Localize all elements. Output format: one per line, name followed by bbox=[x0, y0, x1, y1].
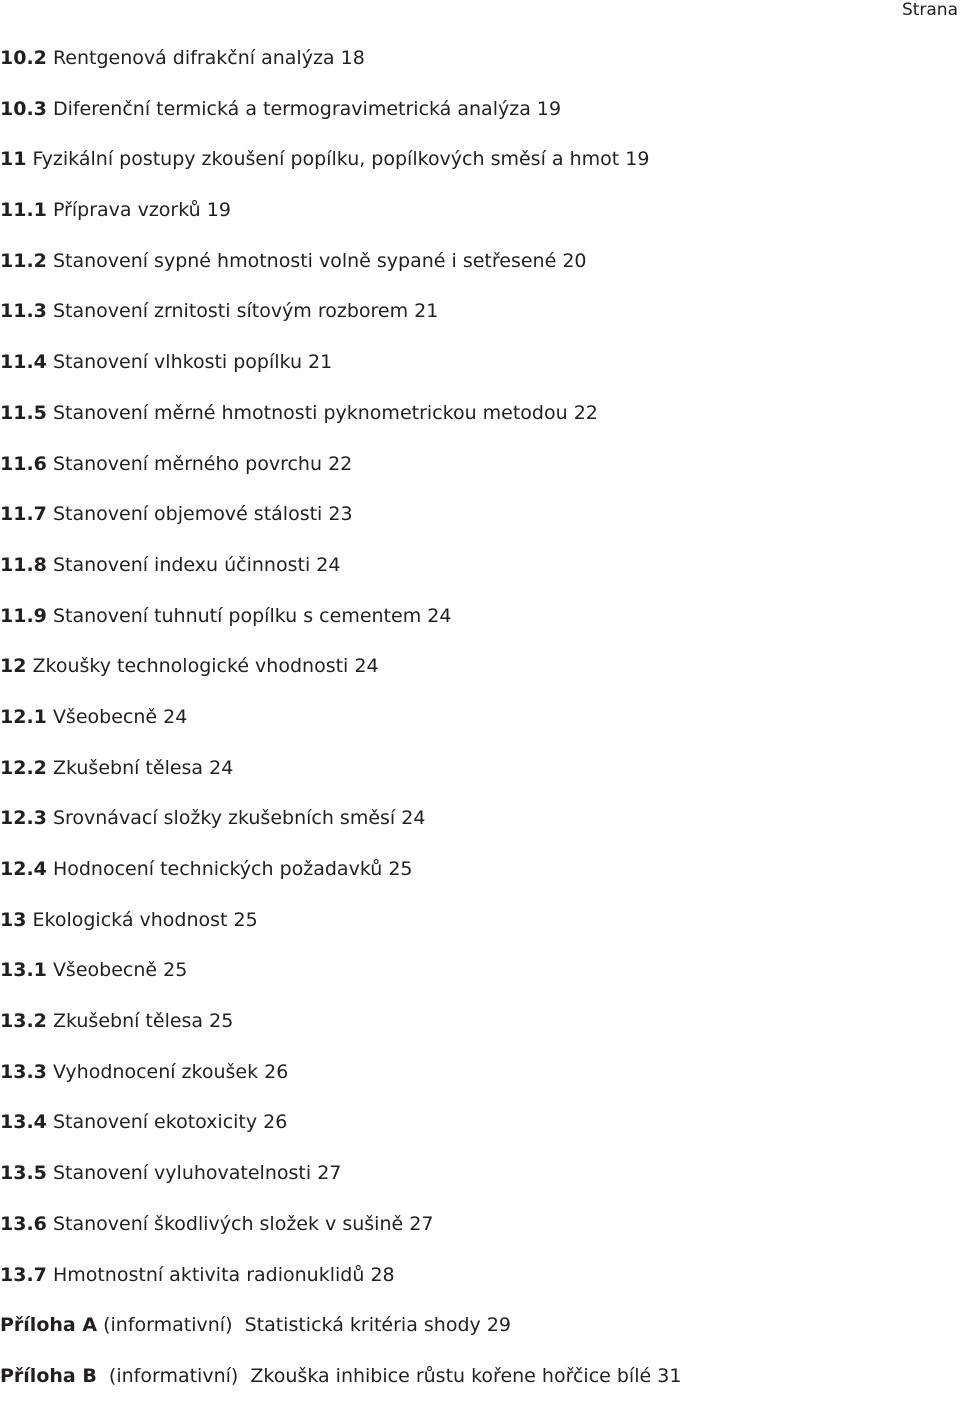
toc-entry-title: Statistická kritéria shody bbox=[244, 1314, 481, 1337]
toc-entry-title: Stanovení vlhkosti popílku bbox=[52, 351, 302, 374]
toc-entry-page: 20 bbox=[562, 249, 587, 272]
toc-entry-title: Zkušební tělesa bbox=[52, 1010, 204, 1033]
toc-entry-number: 11.5 bbox=[0, 401, 47, 424]
toc-entry-page: 28 bbox=[370, 1263, 395, 1286]
toc-entry-number: 11.9 bbox=[0, 604, 47, 627]
toc-entry[interactable] bbox=[0, 1007, 958, 1058]
toc-entry[interactable] bbox=[0, 906, 958, 957]
toc-entry[interactable] bbox=[0, 1159, 958, 1210]
toc-entry[interactable] bbox=[0, 956, 958, 1007]
toc-entry-annex-a[interactable] bbox=[0, 1311, 958, 1362]
toc-entry-title: Stanovení měrného povrchu bbox=[52, 452, 323, 475]
toc-entry-title: Stanovení vyluhovatelnosti bbox=[52, 1162, 312, 1185]
toc-entry-number: 11 bbox=[0, 148, 27, 171]
toc-entry-number: 11.6 bbox=[0, 452, 47, 475]
toc-entry-number: 11.1 bbox=[0, 199, 47, 222]
toc-entry-page: 29 bbox=[486, 1314, 511, 1337]
toc-entry-title: Ekologická vhodnost bbox=[32, 908, 228, 931]
toc-entry[interactable] bbox=[0, 652, 958, 703]
toc-entry-page: 27 bbox=[409, 1212, 434, 1235]
toc-entry-page: 25 bbox=[209, 1010, 234, 1033]
toc-entry[interactable] bbox=[0, 399, 958, 450]
toc-entry-page: 24 bbox=[354, 655, 379, 678]
toc-entry-page: 25 bbox=[388, 858, 413, 880]
toc-entry-title: Rentgenová difrakční analýza bbox=[52, 47, 335, 69]
toc-entry-number: 13.3 bbox=[0, 1060, 47, 1083]
toc-entry[interactable] bbox=[0, 95, 958, 146]
toc-entry[interactable] bbox=[0, 551, 958, 602]
toc-entry-title: Stanovení ekotoxicity bbox=[52, 1111, 258, 1134]
toc-entry-title: Stanovení zrnitosti sítovým rozborem bbox=[52, 300, 409, 323]
table-of-contents bbox=[0, 44, 958, 1413]
toc-entry-title: Stanovení indexu účinnosti bbox=[52, 553, 311, 576]
toc-entry[interactable] bbox=[0, 247, 958, 298]
toc-entry[interactable] bbox=[0, 196, 958, 247]
toc-entry-number: 13.6 bbox=[0, 1212, 47, 1235]
toc-entry-page: 22 bbox=[573, 401, 598, 424]
toc-entry-title: Stanovení škodlivých složek v sušině bbox=[52, 1212, 404, 1235]
toc-entry-number: 12.4 bbox=[0, 858, 47, 880]
toc-entry[interactable] bbox=[0, 703, 958, 754]
toc-entry[interactable] bbox=[0, 754, 958, 805]
toc-entry-page: 23 bbox=[328, 503, 353, 526]
toc-entry-number: 12.3 bbox=[0, 807, 47, 830]
toc-entry-title: Stanovení objemové stálosti bbox=[52, 503, 323, 526]
toc-entry-page: 22 bbox=[328, 452, 353, 475]
toc-entry[interactable] bbox=[0, 1261, 958, 1312]
toc-entry-title: Hodnocení technických požadavků bbox=[52, 858, 383, 880]
toc-entry[interactable] bbox=[0, 297, 958, 348]
toc-entry[interactable] bbox=[0, 145, 958, 196]
toc-entry-number: 11.3 bbox=[0, 300, 47, 323]
toc-entry-number: 11.4 bbox=[0, 351, 47, 374]
toc-entry-page: 25 bbox=[233, 908, 258, 931]
toc-entry-title: Zkušební tělesa bbox=[52, 756, 204, 779]
toc-entry-number: 11.7 bbox=[0, 503, 47, 526]
toc-entry-page: 27 bbox=[317, 1162, 342, 1185]
toc-entry-annex-b[interactable] bbox=[0, 1362, 958, 1413]
toc-entry-number: 11.8 bbox=[0, 553, 47, 576]
toc-entry-page: 19 bbox=[536, 97, 562, 120]
toc-entry-title: Vyhodnocení zkoušek bbox=[52, 1060, 259, 1083]
toc-entry-page: 25 bbox=[163, 959, 188, 982]
toc-entry[interactable] bbox=[0, 44, 958, 95]
toc-entry-page: 18 bbox=[340, 47, 365, 69]
toc-entry-title: Zkouška inhibice růstu kořene hořčice bílé bbox=[250, 1364, 652, 1387]
toc-entry[interactable] bbox=[0, 348, 958, 399]
toc-entry-title: Hmotnostní aktivita radionuklidů bbox=[52, 1263, 365, 1286]
toc-entry-number: 12.1 bbox=[0, 705, 47, 728]
page-column-label: Strana bbox=[901, 0, 958, 20]
toc-entry-page: 19 bbox=[206, 199, 231, 222]
toc-entry-number: 10.2 bbox=[0, 47, 47, 69]
toc-entry-page: 19 bbox=[625, 148, 650, 171]
toc-entry-page: 21 bbox=[414, 300, 439, 323]
toc-entry-number: 11.2 bbox=[0, 249, 47, 272]
toc-entry-number: 13.5 bbox=[0, 1162, 47, 1185]
toc-entry-page: 21 bbox=[308, 351, 333, 374]
toc-entry-title: Stanovení tuhnutí popílku s cementem bbox=[52, 604, 422, 627]
toc-entry-number: Příloha B bbox=[0, 1364, 97, 1387]
toc-entry-number: 13.1 bbox=[0, 959, 47, 982]
toc-entry-page: 24 bbox=[163, 705, 188, 728]
toc-entry-number: 10.3 bbox=[0, 97, 47, 120]
toc-entry-page: 24 bbox=[427, 604, 452, 627]
toc-entry-page: 24 bbox=[401, 807, 426, 830]
toc-entry[interactable] bbox=[0, 804, 958, 855]
toc-entry-title: Všeobecně bbox=[52, 705, 158, 728]
toc-entry-title: Stanovení sypné hmotnosti volně sypané i setřesené bbox=[52, 249, 557, 272]
toc-entry[interactable] bbox=[0, 500, 958, 551]
toc-entry-page: 24 bbox=[209, 756, 234, 779]
toc-entry[interactable] bbox=[0, 450, 958, 501]
toc-entry-title: Příprava vzorků bbox=[52, 199, 201, 222]
toc-entry[interactable] bbox=[0, 1108, 958, 1159]
toc-entry[interactable] bbox=[0, 1058, 958, 1109]
toc-entry-title: Stanovení měrné hmotnosti pyknometrickou metodou bbox=[52, 401, 568, 424]
toc-entry-number: 13 bbox=[0, 908, 27, 931]
toc-entry-number: 13.7 bbox=[0, 1263, 47, 1286]
toc-entry-number: Příloha A bbox=[0, 1314, 98, 1337]
toc-entry-page: 26 bbox=[264, 1060, 289, 1083]
toc-entry-number: 12 bbox=[0, 655, 27, 678]
toc-entry-page: 26 bbox=[263, 1111, 288, 1134]
toc-entry-title: Zkoušky technologické vhodnosti bbox=[32, 655, 349, 678]
toc-entry-number: 13.2 bbox=[0, 1010, 47, 1033]
toc-entry-note: (informativní) bbox=[103, 1314, 233, 1337]
toc-entry-number: 12.2 bbox=[0, 756, 47, 779]
toc-entry-page: 31 bbox=[657, 1364, 682, 1387]
toc-entry-title: Diferenční termická a termogravimetrická analýza bbox=[52, 97, 531, 120]
toc-entry-page: 24 bbox=[316, 553, 341, 576]
toc-entry-number: 13.4 bbox=[0, 1111, 47, 1134]
toc-entry-title: Fyzikální postupy zkoušení popílku, popílkových směsí a hmot bbox=[32, 148, 620, 171]
toc-entry-title: Srovnávací složky zkušebních směsí bbox=[52, 807, 396, 830]
toc-entry[interactable] bbox=[0, 1210, 958, 1261]
toc-entry-title: Všeobecně bbox=[52, 959, 158, 982]
toc-entry-note: (informativní) bbox=[108, 1364, 239, 1387]
toc-entry[interactable] bbox=[0, 855, 958, 906]
toc-entry[interactable] bbox=[0, 602, 958, 653]
